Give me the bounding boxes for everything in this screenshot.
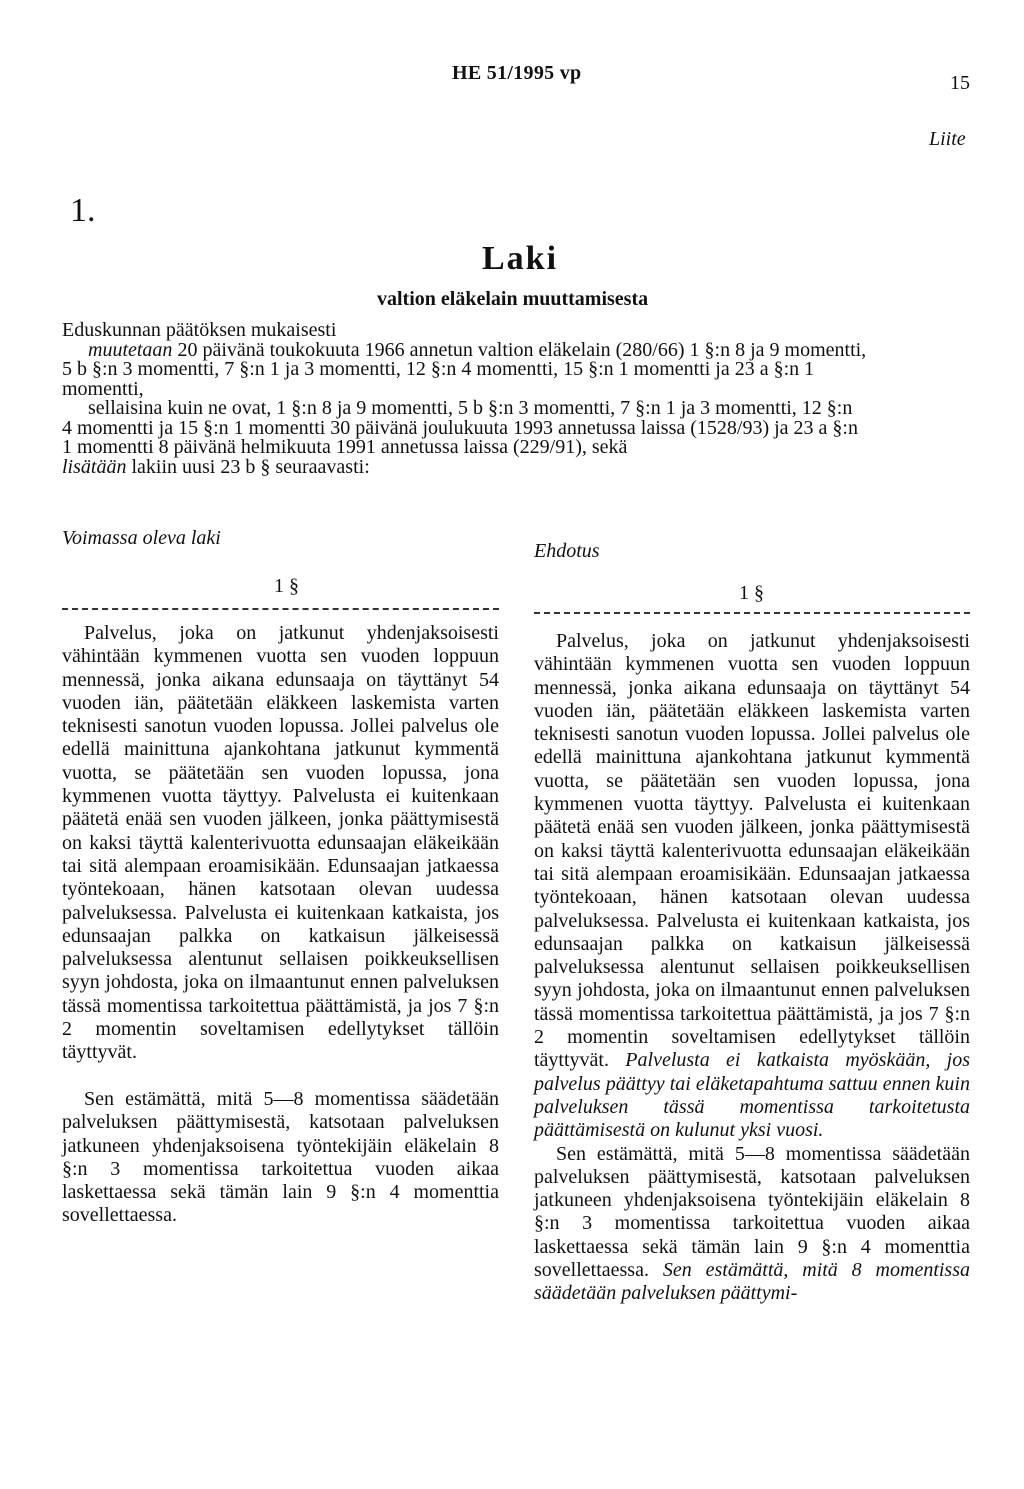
intro-line-1: Eduskunnan päätöksen mukaisesti: [62, 319, 337, 341]
amend-verb: muutetaan: [88, 338, 173, 361]
add-verb: lisätään: [62, 455, 127, 478]
intro-line-6: 4 momentti ja 15 §:n 1 momentti 30 päivänä joulukuuta 1993 annetussa laissa (1528/93) ja 23 a §:n: [62, 416, 858, 439]
intro-line-8: [62, 455, 982, 478]
right-paragraph-1-text: Palvelus, joka on jatkunut yhdenjaksoisesti vähintään kymmenen vuotta sen vuoden loppuun mennessä, jonka aikana edunsaaja on täyttänyt 54 vuoden iän, päätetään eläkkeen laskemista varten teknisesti sanotun vuoden lopussa. Jollei palvelus ole edellä mainittuna ajankohtana jatkunut kymmentä vuotta, se päätetään sen vuoden lopussa, jona kymmenen vuotta täyttyy. Palvelusta ei kuitenkaan päätetä enää sen vuoden jälkeen, jonka päättymisestä on kaksi täyttä kalenterivuotta edunsaajan eläkeikään tai sitä alempaan eroamisikään. Edunsaajan jatkaessa työntekoaan, hänen katsotaan olevan uudessa palveluksessa. Palvelusta ei kuitenkaan katkaista, jos edunsaajan palkka on katkaisun jälkeisessä palveluksessa alentunut sellaisen poikkeuksellisen syyn johdosta, joka on ilmaantunut ennen palveluksen tässä momentissa tarkoitettua päättämistä, ja jos 7 §:n 2 momentin soveltamisen edellytykset tällöin täyttyvät.: [534, 630, 970, 1072]
left-omission-line: [62, 608, 499, 610]
right-paragraph-2-amendment: Sen estämättä, mitä 8 momentissa säädetään palveluksen päättymi-: [534, 1259, 970, 1305]
right-paragraph-2-text: Sen estämättä, mitä 5—8 momentissa säädetään palveluksen päättymisestä, katsotaan palveluksen jatkuneen yhdenjaksoisena työntekijäin eläkelain 8 §:n 3 momentissa tarkoitettua vuoden aikaa laskettaessa sekä tämän lain 9 §:n 4 momenttia sovellettaessa.: [534, 1142, 970, 1282]
right-paragraph-1: [534, 630, 970, 1143]
right-section-number: 1 §: [739, 582, 764, 604]
intro-line-4: momentti,: [62, 377, 144, 400]
intro-line-3: 5 b §:n 3 momentti, 7 §:n 1 ja 3 momentti, 12 §:n 4 momentti, 15 §:n 1 momentti ja 23 a §:n 1: [62, 358, 815, 380]
current-law-column: [62, 622, 499, 1065]
document-code: HE 51/1995 vp: [452, 62, 582, 84]
right-omission-line: [534, 612, 970, 614]
intro-line-7: 1 momentti 8 päivänä helmikuuta 1991 annetussa laissa (229/91), sekä: [62, 436, 628, 458]
proposal-column: [534, 630, 970, 1306]
right-paragraph-1-amendment: Palvelusta ei katkaista myöskään, jos palvelus päättyy tai eläketapahtuma sattuu ennen kuin palveluksen tässä momentissa tarkoitetusta päättämisestä on kulunut yksi vuosi.: [534, 1049, 970, 1142]
left-paragraph-2: Sen estämättä, mitä 5—8 momentissa säädetään palveluksen päättymisestä, katsotaan palveluksen jatkuneen yhdenjaksoisena työntekijäin eläkelain 8 §:n 3 momentissa tarkoitettua vuoden aikaa laskettaessa sekä tämän lain 9 §:n 4 momenttia sovellettaessa.: [62, 1088, 499, 1227]
proposal-heading: Ehdotus: [534, 540, 600, 562]
right-paragraph-2: [534, 1143, 970, 1306]
intro-line-2-text: 20 päivänä toukokuuta 1966 annetun valtion eläkelain (280/66) 1 §:n 8 ja 9 momentti,: [172, 338, 867, 361]
current-law-heading: Voimassa oleva laki: [62, 527, 221, 549]
law-subtitle: valtion eläkelain muuttamisesta: [377, 288, 649, 310]
appendix-label: Liite: [929, 128, 966, 150]
left-section-number: 1 §: [274, 575, 299, 597]
enacting-clause: [62, 321, 982, 477]
page-number: 15: [950, 72, 970, 94]
law-title: Laki: [482, 240, 559, 277]
law-number: 1.: [70, 192, 96, 229]
intro-line-8-text: lakiin uusi 23 b § seuraavasti:: [126, 455, 370, 478]
left-paragraph-1: Palvelus, joka on jatkunut yhdenjaksoisesti vähintään kymmenen vuotta sen vuoden loppuun mennessä, jonka aikana edunsaaja on täyttänyt 54 vuoden iän, päätetään eläkkeen laskemista varten teknisesti sanotun vuoden lopussa. Jollei palvelus ole edellä mainittuna ajankohtana jatkunut kymmentä vuotta, se päätetään sen vuoden lopussa, jona kymmenen vuotta täyttyy. Palvelusta ei kuitenkaan päätetä enää sen vuoden jälkeen, jonka päättymisestä on kaksi täyttä kalenterivuotta edunsaajan eläkeikään tai sitä alempaan eroamisikään. Edunsaajan jatkaessa työntekoaan, hänen katsotaan olevan uudessa palveluksessa. Palvelusta ei kuitenkaan katkaista, jos edunsaajan palkka on katkaisun jälkeisessä palveluksessa alentunut sellaisen poikkeuksellisen syyn johdosta, joka on ilmaantunut ennen palveluksen tässä momentissa tarkoitettua päättämistä, ja jos 7 §:n 2 momentin soveltamisen edellytykset tällöin täyttyvät.: [62, 622, 499, 1064]
intro-line-5: sellaisina kuin ne ovat, 1 §:n 8 ja 9 momentti, 5 b §:n 3 momentti, 7 §:n 1 ja 3 momentti, 12 §:n: [88, 397, 853, 419]
current-law-column-lower: [62, 1088, 499, 1228]
